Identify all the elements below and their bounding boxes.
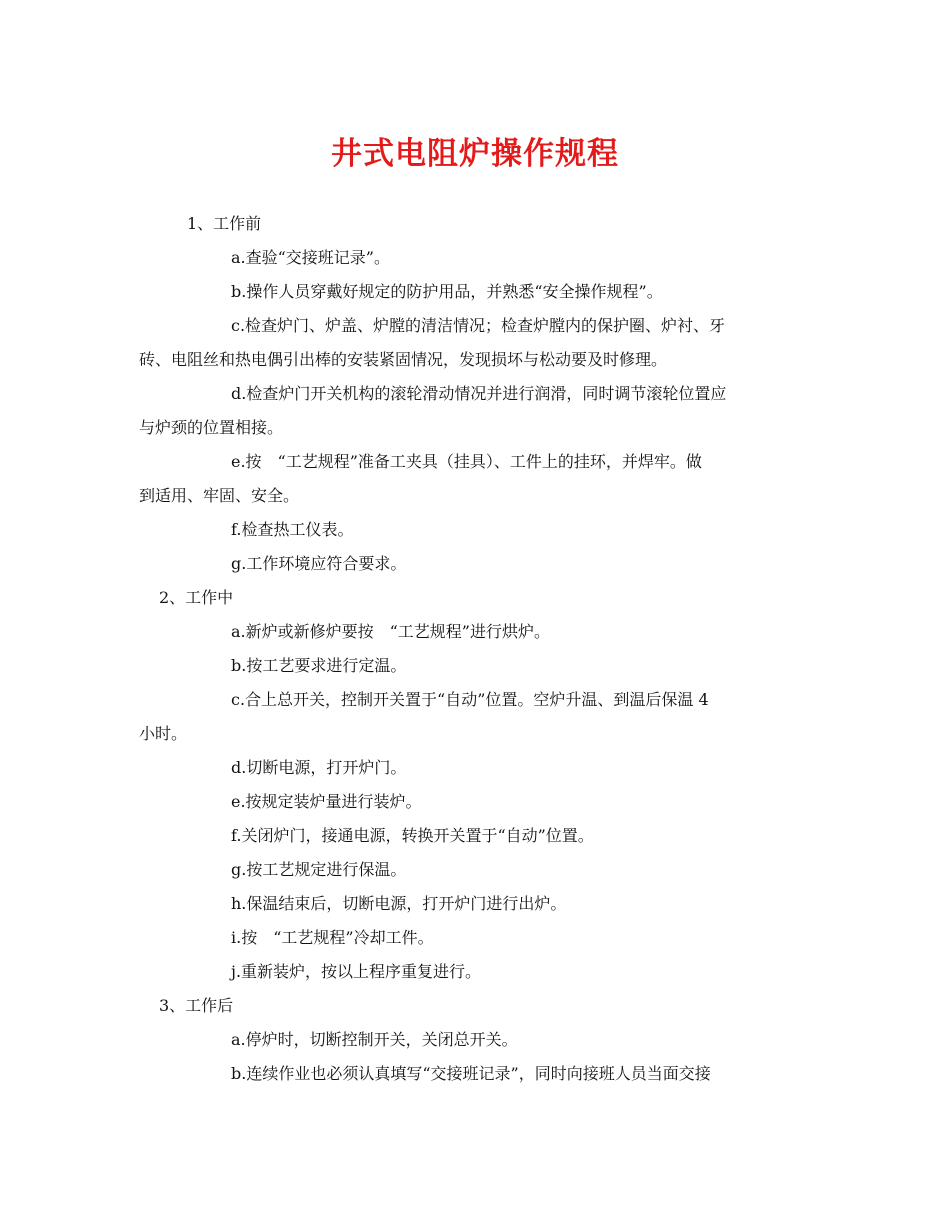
procedure-item-continuation: 与炉颈的位置相接。: [139, 418, 284, 437]
procedure-item: h.保温结束后，切断电源，打开炉门进行出炉。: [231, 894, 567, 913]
section-heading: 2、工作中: [159, 588, 234, 607]
procedure-item: f.检查热工仪表。: [231, 520, 354, 539]
procedure-item: e.按 “工艺规程”准备工夹具（挂具）、工件上的挂环，并焊牢。做: [231, 452, 702, 471]
procedure-item: d.检查炉门开关机构的滚轮滑动情况并进行润滑，同时调节滚轮位置应: [231, 384, 727, 403]
procedure-item-continuation: 小时。: [139, 724, 188, 743]
procedure-item: b.连续作业也必须认真填写“交接班记录”，同时向接班人员当面交接: [231, 1064, 711, 1083]
procedure-item-continuation: 砖、电阻丝和热电偶引出棒的安装紧固情况，发现损坏与松动要及时修理。: [139, 350, 668, 369]
document-title: 井式电阻炉操作规程: [331, 136, 619, 172]
procedure-item: d.切断电源，打开炉门。: [231, 758, 407, 777]
procedure-item: b.操作人员穿戴好规定的防护用品，并熟悉“安全操作规程”。: [231, 282, 663, 301]
procedure-item: a.停炉时，切断控制开关，关闭总开关。: [231, 1030, 518, 1049]
procedure-item: b.按工艺要求进行定温。: [231, 656, 407, 675]
procedure-item: a.查验“交接班记录”。: [231, 248, 390, 267]
procedure-item: g.工作环境应符合要求。: [231, 554, 407, 573]
procedure-item: f.关闭炉门，接通电源，转换开关置于“自动”位置。: [231, 826, 594, 845]
procedure-item: c.合上总开关，控制开关置于“自动”位置。空炉升温、到温后保温 4: [231, 690, 709, 709]
procedure-item-continuation: 到适用、牢固、安全。: [139, 486, 300, 505]
procedure-item: e.按规定装炉量进行装炉。: [231, 792, 422, 811]
section-heading: 1、工作前: [187, 214, 262, 233]
procedure-item: g.按工艺规定进行保温。: [231, 860, 407, 879]
procedure-item: j.重新装炉，按以上程序重复进行。: [231, 962, 482, 981]
procedure-item: c.检查炉门、炉盖、炉膛的清洁情况；检查炉膛内的保护圈、炉衬、牙: [231, 316, 726, 335]
procedure-item: a.新炉或新修炉要按 “工艺规程”进行烘炉。: [231, 622, 550, 641]
document-body: [139, 207, 815, 1091]
procedure-item: i.按 “工艺规程”冷却工件。: [231, 928, 434, 947]
section-heading: 3、工作后: [159, 996, 234, 1015]
